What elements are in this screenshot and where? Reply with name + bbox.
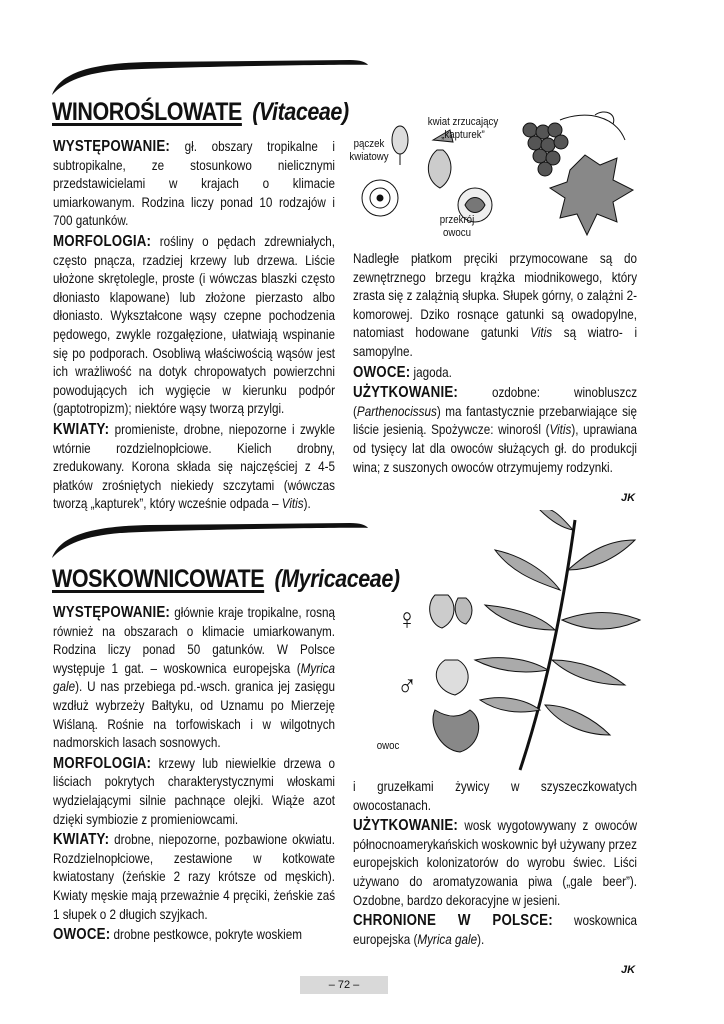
page-number: – 72 – [300,976,388,994]
section-title-vitaceae: WINOROŚLOWATE (Vitaceae) [52,98,349,126]
text-column-vitaceae-left: WYSTĘPOWANIE: gł. obszary tropikalne i subtropikalne, ze stosunkowo nielicznymi przedstawicielami w krajach o klimacie umiarkowanym. Rodzina liczy ponad 10 rodzajów i 700 gatunków. MORFOLOGIA: rośliny o pędach zdrewniałych, często pnącza, rzadziej krzewy lub drzewa. Liście ułożone skrętolegle, proste (i wówczas blaszki często dłoniasto klapowane) lub złożone pierzasto albo dłoniasto. Wykształcone wąsy czepne pochodzenia pędowego, zwykle rozgałęzione, ułatwiają wspinanie się po podporach. Osobliwą właściwością wąsów jest ich wrażliwość na dotyk chropowatych powierzchni powodujących ich wygięcie w kierunku podpór (gaptotropizm); niektóre wąsy tworzą przylgi. KWIATY: promieniste, drobne, niepozorne i zwykle wtórnie rozdzielnopłciowe. Kielich drobny, zredukowany. Korona składa się najczęściej z 4-5 płatków zrośniętych niekiedy szczytami (wówczas tworzą „kapturek”, który wcześnie odpada – Vitis). [53,138,336,512]
text-column-vitaceae-right: Nadległe płatkom pręciki przymocowane są do zewnętrznego brzegu krążka miodnikowego, który zrasta się z zalążnią słupka. Słupek górny, o zalążni 2-komorowej. Dziko rosnące gatunki są owadopylne, natomiast hodowane gatunki Vitis są wiatro- i samopylne. OWOCE: jagoda. UŻYTKOWANIE: ozdobne: winobluszcz (Parthenocissus) ma fantastycznie przebarwiające się liście jesienią. Spożywcze: winorośl (Vitis), uprawiana od tysięcy lat dla owoców służących gł. do produkcji wina; z suszonych owoców otrzymujemy rodzynki. [353,251,638,475]
author-signature: JK [621,492,636,504]
label-cap: kwiat zrzucający „kapturek” [427,116,499,141]
label-female: ♀ [397,603,417,636]
decorative-swoosh [50,518,370,560]
label-male: ♂ [397,670,417,703]
text-column-myricaceae-right: i gruzełkami żywicy w szyszeczkowatych owocostanach. UŻYTKOWANIE: wosk wygotowywany z owoców północnoamerykańskich woskownic był używany przez europejskich kolonizatorów do wyrobu świec. Liści używano do aromatyzowania piwa („gale beer”). Ozdobne, bardzo dekoracyjne w jesieni. CHRONIONE W POLSCE: woskownica europejska (Myrica gale). [353,779,638,947]
label-fruit-section: przekrój owocu [439,214,475,239]
author-signature: JK [621,964,636,976]
myrica-illustration [400,510,650,780]
decorative-swoosh [50,55,370,97]
text-column-myricaceae-left: WYSTĘPOWANIE: głównie kraje tropikalne, rosną również na obszarach o klimacie umiarkowanym. Rodzina liczy ponad 50 gatunków. W Polsce występuje 1 gat. – woskownica europejska (Myrica gale). U nas przebiega pd.-wsch. granica jej zasięgu wzdłuż wybrzeży Bałtyku, od Uznamu po Mierzeję Wiślaną. Rośnie na torfowiskach i w wilgotnych nadmorskich lasach sosnowych. MORFOLOGIA: krzewy lub niewielkie drzewa o liściach pokrytych charakterystycznymi włoskami wydzielającymi silnie pachnące olejki. Wiąże azot dzięki symbiozie z promieniowcami. KWIATY: drobne, niepozorne, pozbawione okwiatu. Rozdzielnopłciowe, zestawione w kotkowate kwiatostany (żeńskie 2 razy krótsze od męskich). Kwiaty męskie mają przeważnie 4 pręciki, żeńskie zaś 1 słupek o 2 długich szyjkach. OWOCE: drobne pestkowce, pokryte woskiem [53,604,336,944]
section-title-myricaceae: WOSKOWNICOWATE (Myricaceae) [52,565,400,593]
label-bud: pączek kwiatowy [349,138,389,163]
label-fruit: owoc [376,740,400,752]
